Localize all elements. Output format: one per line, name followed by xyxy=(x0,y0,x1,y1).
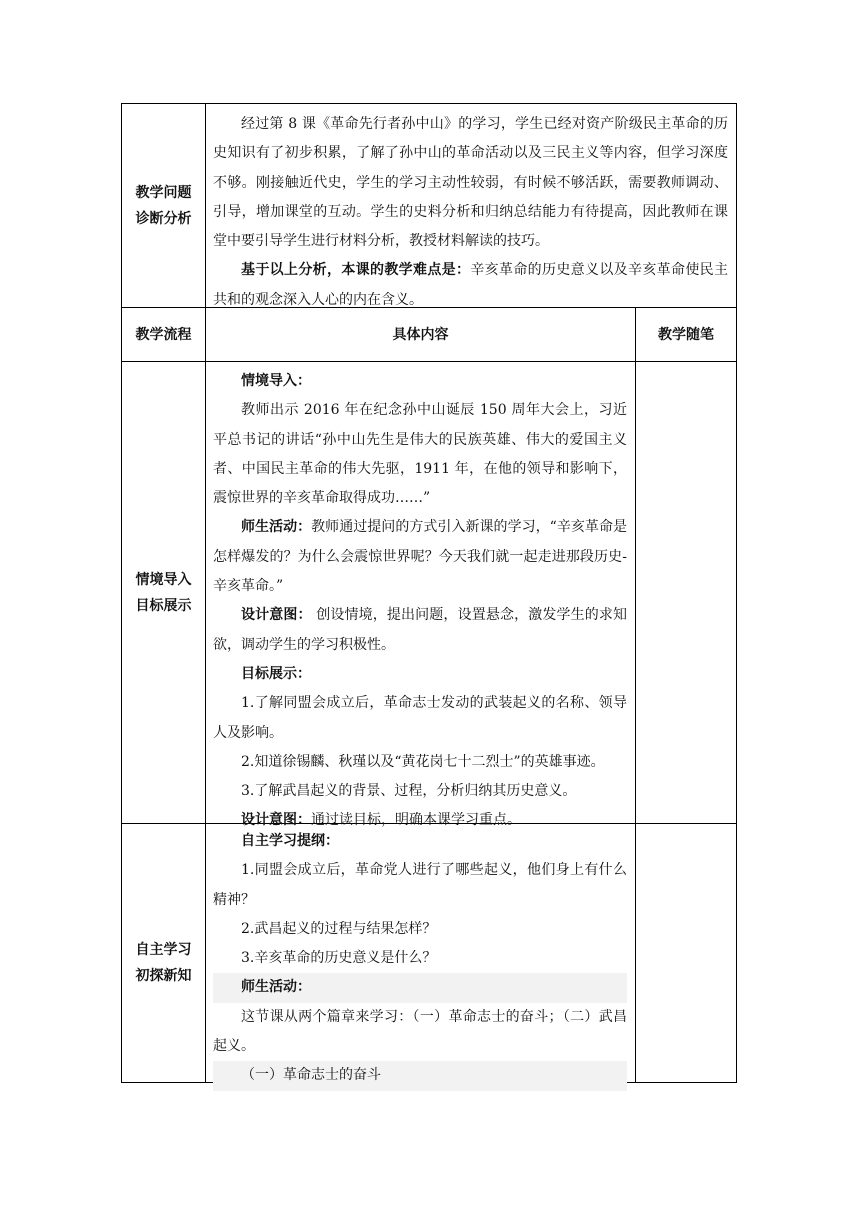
difficulty-paragraph xyxy=(213,256,728,315)
activity-label: 师生活动： xyxy=(241,519,312,536)
intent-label: 设计意图： xyxy=(241,607,312,624)
goals-title: 目标展示： xyxy=(241,665,311,682)
activity-text: 教师通过提问的方式引入新课的学习，“辛亥革命是怎样爆发的？为什么会震惊世界呢？今天我们就一起走进那段历史-辛亥革命。” xyxy=(213,519,627,595)
goal-item: 2.知道徐锡麟、秋瑾以及“黄花岗七十二烈士”的英雄事迹。 xyxy=(241,753,605,770)
diagnosis-label: 教学问题 诊断分析 xyxy=(135,184,192,227)
goal-item: 1.了解同盟会成立后，革命志士发动的武装起义的名称、领导人及影响。 xyxy=(213,695,627,741)
header-content: 具体内容 xyxy=(392,326,449,343)
section1-label-cell xyxy=(122,362,206,823)
intent2-label: 设计意图： xyxy=(241,812,311,829)
diagnosis-paragraph: 经过第 8 课《革命先行者孙中山》的学习，学生已经对资产阶级民主革命的历史知识有了初步积累，了解了孙中山的革命活动以及三民主义等内容，但学习深度不够。刚接触近代史，学生的学习主动性较弱，有时候不够活跃，需要教师调动、引导，增加课堂的互动。学生的史料分析和归纳总结能力有待提高，因此教师在课堂中要引导学生进行材料分析，教授材料解读的技巧。 xyxy=(213,116,728,250)
header-notes-cell xyxy=(636,308,736,361)
intro-text: 教师出示 2016 年在纪念孙中山诞辰 150 周年大会上，习近平总书记的讲话“孙中山先生是伟大的民族英雄、伟大的爱国主义者、中国民主革命的伟大先驱，1911 年，在他的领导和影响下，震惊世界的辛亥革命取得成功……” xyxy=(213,402,627,507)
section1-notes-cell xyxy=(636,362,736,823)
activity-paragraph xyxy=(213,513,627,601)
section1-row xyxy=(122,362,736,829)
header-row xyxy=(122,308,736,362)
diagnosis-content-cell xyxy=(206,104,736,307)
diagnosis-row xyxy=(122,104,736,308)
subheading: （一）革命志士的奋斗 xyxy=(213,1061,627,1090)
header-content-cell xyxy=(206,308,636,361)
section2-row xyxy=(122,824,736,1082)
outline-title: 自主学习提纲： xyxy=(241,833,339,849)
activity-title: 师生活动： xyxy=(213,973,627,1002)
question-item: 1.同盟会成立后，革命党人进行了哪些起义，他们身上有什么精神？ xyxy=(213,862,627,908)
question-item: 2.武昌起义的过程与结果怎样？ xyxy=(241,920,437,937)
lesson-plan-table xyxy=(121,103,737,1083)
diagnosis-label-cell xyxy=(122,104,206,307)
section1-content-cell xyxy=(206,362,636,829)
section1-label: 情境导入 目标展示 xyxy=(135,571,192,614)
intent-paragraph xyxy=(213,601,627,660)
header-notes: 教学随笔 xyxy=(658,326,714,343)
intent2-text: 通过读目标，明确本课学习重点。 xyxy=(311,812,521,829)
section2-content-cell xyxy=(206,824,636,1082)
header-flow-cell xyxy=(122,308,206,361)
intro-title: 情境导入： xyxy=(241,373,311,389)
goal-item: 3.了解武昌起义的背景、过程，分析归纳其历史意义。 xyxy=(241,783,577,800)
question-item: 3.辛亥革命的历史意义是什么？ xyxy=(241,950,437,967)
section2-notes-cell xyxy=(636,824,736,1082)
activity-text: 这节课从两个篇章来学习：（一）革命志士的奋斗；（二）武昌起义。 xyxy=(213,1008,627,1055)
section2-label: 自主学习 初探新知 xyxy=(135,942,192,985)
header-flow: 教学流程 xyxy=(135,326,192,343)
difficulty-label: 基于以上分析，本课的教学难点是： xyxy=(241,262,471,279)
section2-label-cell xyxy=(122,824,206,1082)
intent-text: 创设情境，提出问题，设置悬念，激发学生的求知欲，调动学生的学习积极性。 xyxy=(213,607,628,653)
difficulty-text: 辛亥革命的历史意义以及辛亥革命使民主共和的观念深入人心的内在含义。 xyxy=(213,262,729,308)
